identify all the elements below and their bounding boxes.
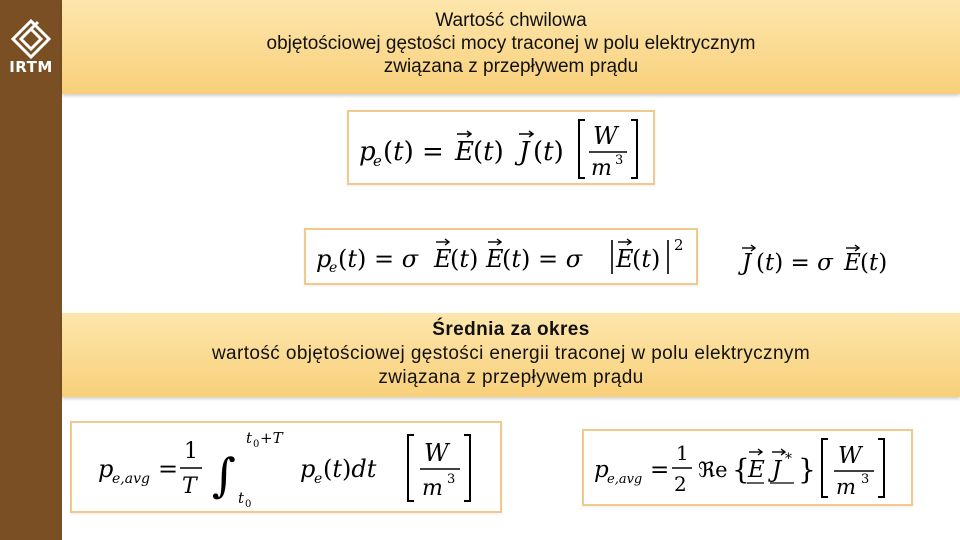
svg-text:m: m (836, 475, 856, 499)
banner-line: objętościowej gęstości mocy traconej w polu elektrycznym (266, 33, 756, 54)
svg-text:E: E (844, 250, 861, 276)
svg-text:ℜe: ℜe (698, 458, 728, 482)
svg-text:e,avg: e,avg (607, 472, 643, 487)
equation-instantaneous-power (349, 112, 653, 183)
banner-line: Wartość chwilowa (435, 10, 587, 31)
svg-text:J: J (772, 457, 782, 483)
svg-text:e,avg: e,avg (112, 471, 150, 487)
svg-text:p: p (98, 455, 114, 483)
equation-current-density (738, 240, 908, 280)
svg-text:(t): (t) (860, 250, 888, 276)
svg-text:=: = (158, 455, 179, 483)
svg-text:(t)dt: (t)dt (323, 455, 377, 483)
svg-text:t: t (238, 489, 245, 507)
banner-line: związana z przepływem prądu (383, 56, 639, 77)
svg-text:1: 1 (184, 439, 198, 464)
svg-text:1: 1 (676, 441, 689, 465)
equation-average-integral (72, 423, 500, 511)
svg-text:+T: +T (260, 429, 283, 447)
svg-text:e: e (373, 152, 382, 170)
svg-text:{: { (732, 453, 750, 486)
svg-text:}: } (798, 453, 816, 486)
svg-text:e: e (329, 260, 338, 276)
svg-text:2: 2 (674, 236, 684, 254)
svg-text:(t): (t) (450, 245, 479, 273)
svg-text:J: J (742, 250, 752, 276)
svg-text:E: E (486, 245, 504, 273)
svg-text:*: * (785, 451, 792, 467)
svg-text:E: E (616, 245, 634, 273)
logo-text: IRTM (9, 58, 53, 76)
svg-text:(t) = σ: (t) = σ (338, 245, 419, 273)
svg-text:E: E (748, 457, 765, 483)
svg-text:t: t (246, 429, 253, 447)
banner-line: wartość objętościowej gęstości energii traconej w polu elektrycznym (211, 343, 811, 364)
svg-text:p: p (316, 245, 332, 273)
sidebar (0, 0, 62, 540)
svg-text:0: 0 (253, 439, 260, 450)
svg-text:0: 0 (245, 499, 252, 510)
equation-box-average-phasor (582, 429, 913, 506)
svg-text:3: 3 (861, 472, 870, 487)
equation-box-power-sigma (304, 228, 698, 285)
svg-text:∫: ∫ (212, 448, 236, 502)
svg-text:W: W (424, 439, 449, 467)
svg-text:(t): (t) (632, 245, 661, 273)
svg-text:E: E (455, 137, 474, 167)
equation-average-phasor (584, 431, 911, 504)
svg-text:m: m (422, 476, 443, 501)
equation-box-average-integral (70, 421, 502, 513)
svg-text:J: J (519, 137, 530, 167)
header-banner (62, 0, 960, 94)
svg-text:T: T (182, 474, 197, 499)
svg-text:W: W (838, 443, 862, 469)
svg-text:=: = (650, 457, 670, 483)
banner-line: związana z przepływem prądu (378, 367, 644, 388)
svg-text:3: 3 (615, 153, 624, 168)
svg-text:W: W (593, 122, 618, 150)
svg-text:(t) =: (t) = (383, 137, 444, 167)
svg-text:2: 2 (674, 472, 687, 496)
banner-line: Średnia za okres (432, 319, 590, 340)
svg-text:(t): (t) (533, 137, 564, 167)
svg-text:(t): (t) (473, 137, 504, 167)
svg-text:(t) = σ: (t) = σ (502, 245, 583, 273)
svg-text:e: e (314, 471, 323, 487)
svg-text:E: E (434, 245, 452, 273)
svg-text:p: p (359, 137, 376, 167)
section-banner-average (62, 313, 960, 397)
svg-text:p: p (300, 455, 316, 483)
equation-power-sigma (306, 230, 696, 283)
svg-text:p: p (594, 457, 609, 483)
svg-text:(t) = σ: (t) = σ (756, 250, 833, 276)
svg-text:m: m (591, 156, 612, 181)
svg-text:3: 3 (447, 472, 456, 487)
equation-box-instantaneous-power (347, 110, 655, 185)
